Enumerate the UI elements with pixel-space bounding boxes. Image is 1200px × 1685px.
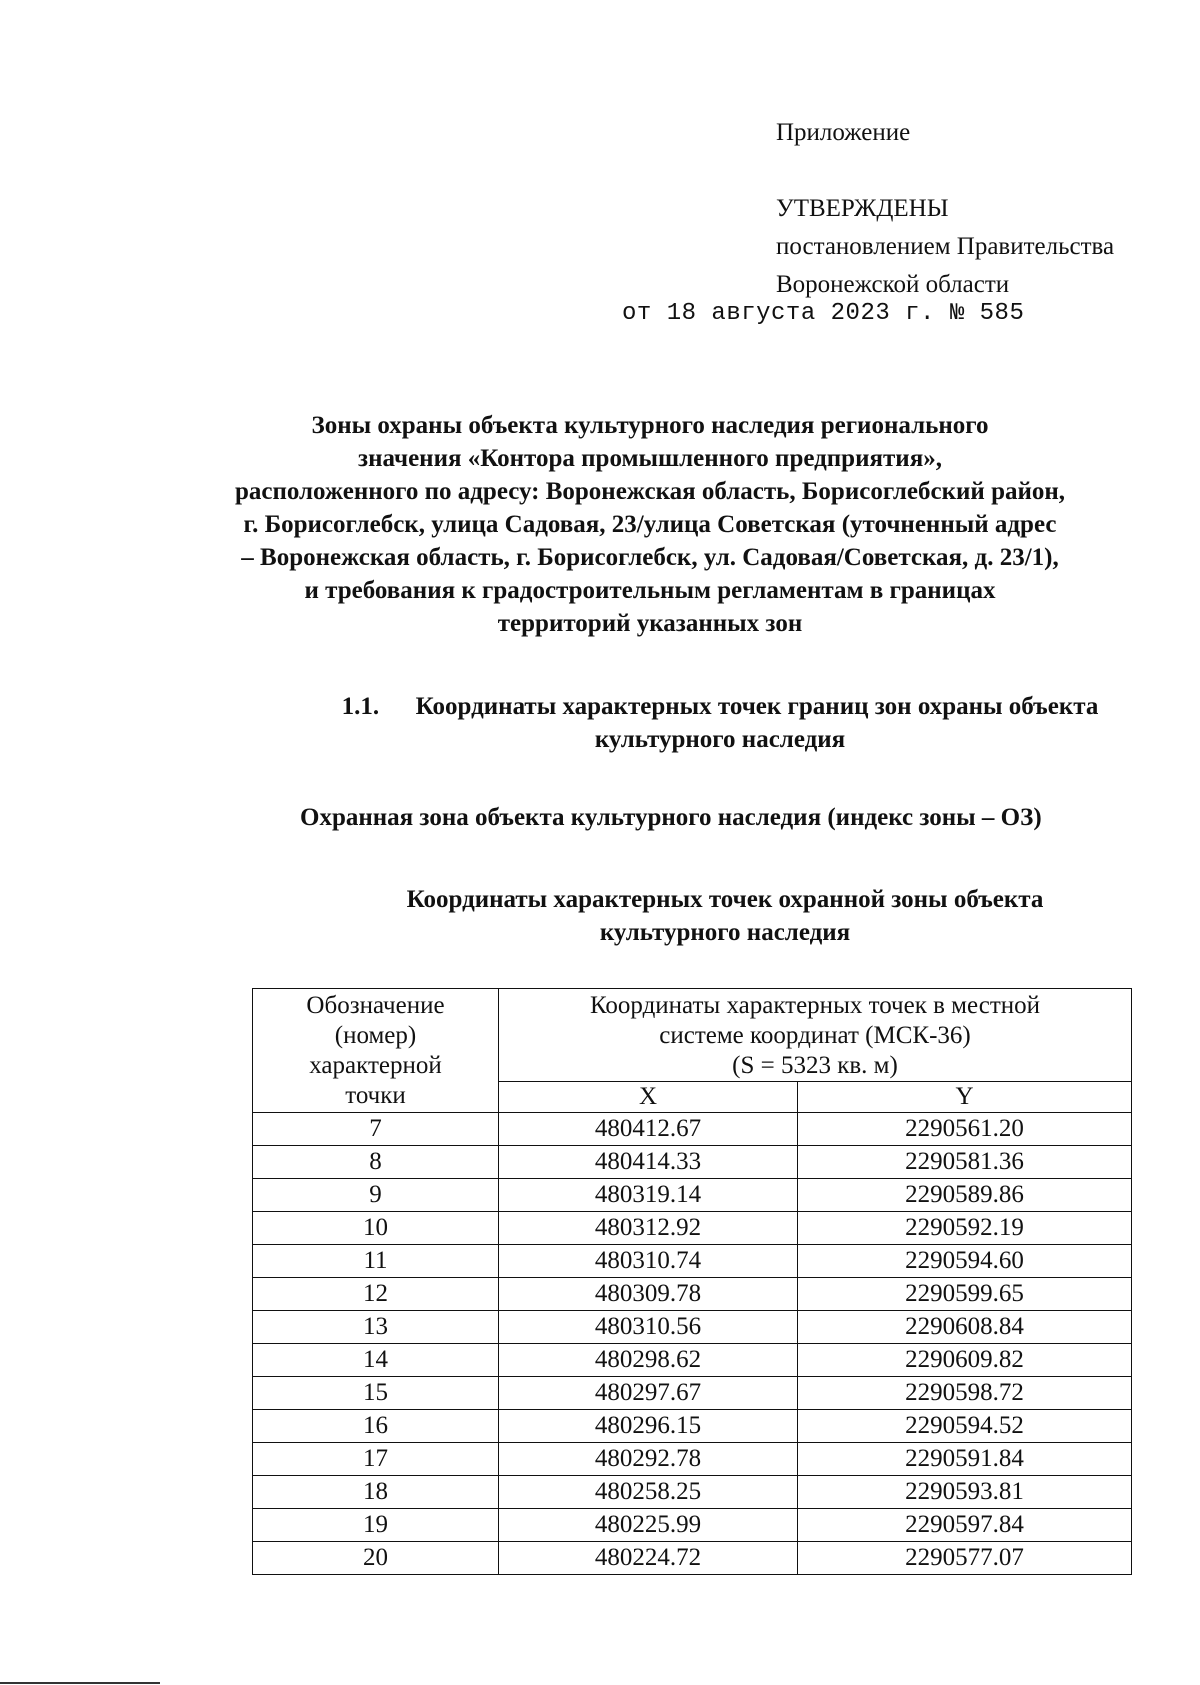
table-row (253, 1476, 1132, 1509)
y-coordinate-cell: 2290577.07 (798, 1542, 1132, 1575)
y-coordinate-cell: 2290608.84 (798, 1311, 1132, 1344)
table-row (253, 1179, 1132, 1212)
point-number-cell: 15 (253, 1377, 499, 1410)
header-coordinates: Координаты характерных точек в местной системе координат (МСК-36) (S = 5323 кв. м) (499, 989, 1132, 1082)
x-coordinate-cell: 480312.92 (499, 1212, 798, 1245)
title-line: г. Борисоглебск, улица Садовая, 23/улица Советская (уточненный адрес (243, 511, 1057, 538)
section-heading (270, 690, 1170, 756)
x-coordinate-cell: 480225.99 (499, 1509, 798, 1542)
title-line: значения «Контора промышленного предприятия», (358, 445, 942, 472)
table-caption (300, 883, 1150, 949)
x-coordinate-cell: 480258.25 (499, 1476, 798, 1509)
title-line: и требования к градостроительным регламентам в границах (304, 577, 996, 604)
point-number-cell: 8 (253, 1146, 499, 1179)
table-caption-line1: Координаты характерных точек охранной зоны объекта (406, 886, 1044, 913)
title-line: Зоны охраны объекта культурного наследия регионального (311, 412, 989, 439)
x-coordinate-cell: 480310.56 (499, 1311, 798, 1344)
point-number-cell: 19 (253, 1509, 499, 1542)
header-point-designation: Обозначение (номер) характерной точки (253, 989, 499, 1113)
table-row (253, 1542, 1132, 1575)
zone-heading: Охранная зона объекта культурного наследия (индекс зоны – ОЗ) (300, 804, 1042, 831)
table-row (253, 1443, 1132, 1476)
x-coordinate-cell: 480412.67 (499, 1113, 798, 1146)
point-number-cell: 11 (253, 1245, 499, 1278)
header-x: X (499, 1082, 798, 1113)
x-coordinate-cell: 480309.78 (499, 1278, 798, 1311)
table-row (253, 1146, 1132, 1179)
table-row (253, 1344, 1132, 1377)
y-coordinate-cell: 2290598.72 (798, 1377, 1132, 1410)
decree-date: от 18 августа 2023 г. № 585 (622, 300, 1025, 327)
point-number-cell: 20 (253, 1542, 499, 1575)
y-coordinate-cell: 2290593.81 (798, 1476, 1132, 1509)
point-number-cell: 16 (253, 1410, 499, 1443)
title-line: – Воронежская область, г. Борисоглебск, ул. Садовая/Советская, д. 23/1), (241, 544, 1059, 571)
table-row (253, 1509, 1132, 1542)
point-number-cell: 9 (253, 1179, 499, 1212)
x-coordinate-cell: 480414.33 (499, 1146, 798, 1179)
section-number: 1.1. (341, 693, 380, 720)
point-number-cell: 12 (253, 1278, 499, 1311)
approved-by-line2: Воронежской области (776, 271, 1010, 298)
y-coordinate-cell: 2290599.65 (798, 1278, 1132, 1311)
table-row (253, 1410, 1132, 1443)
approved-by-line1: постановлением Правительства (776, 233, 1115, 260)
title-line: территорий указанных зон (497, 610, 803, 637)
y-coordinate-cell: 2290561.20 (798, 1113, 1132, 1146)
point-number-cell: 10 (253, 1212, 499, 1245)
y-coordinate-cell: 2290589.86 (798, 1179, 1132, 1212)
y-coordinate-cell: 2290594.60 (798, 1245, 1132, 1278)
approved-label: УТВЕРЖДЕНЫ (776, 195, 949, 222)
appendix-label: Приложение (776, 119, 911, 146)
x-coordinate-cell: 480297.67 (499, 1377, 798, 1410)
x-coordinate-cell: 480296.15 (499, 1410, 798, 1443)
document-title (150, 409, 1150, 640)
table-row (253, 1212, 1132, 1245)
table-row (253, 1377, 1132, 1410)
point-number-cell: 7 (253, 1113, 499, 1146)
y-coordinate-cell: 2290594.52 (798, 1410, 1132, 1443)
y-coordinate-cell: 2290592.19 (798, 1212, 1132, 1245)
x-coordinate-cell: 480319.14 (499, 1179, 798, 1212)
y-coordinate-cell: 2290591.84 (798, 1443, 1132, 1476)
table-row (253, 1278, 1132, 1311)
title-line: расположенного по адресу: Воронежская область, Борисоглебский район, (234, 478, 1066, 505)
header-y: Y (798, 1082, 1132, 1113)
point-number-cell: 13 (253, 1311, 499, 1344)
approval-block (776, 114, 1114, 304)
point-number-cell: 17 (253, 1443, 499, 1476)
x-coordinate-cell: 480292.78 (499, 1443, 798, 1476)
x-coordinate-cell: 480298.62 (499, 1344, 798, 1377)
y-coordinate-cell: 2290581.36 (798, 1146, 1132, 1179)
y-coordinate-cell: 2290597.84 (798, 1509, 1132, 1542)
footer-rule (0, 1682, 160, 1684)
point-number-cell: 14 (253, 1344, 499, 1377)
section-title-line1: Координаты характерных точек границ зон охраны объекта (415, 693, 1099, 720)
table-row (253, 1245, 1132, 1278)
section-title-line2: культурного наследия (594, 726, 846, 753)
y-coordinate-cell: 2290609.82 (798, 1344, 1132, 1377)
point-number-cell: 18 (253, 1476, 499, 1509)
table-row (253, 1311, 1132, 1344)
table-caption-line2: культурного наследия (599, 919, 851, 946)
table-row (253, 1113, 1132, 1146)
coordinates-table (252, 988, 1132, 1575)
x-coordinate-cell: 480310.74 (499, 1245, 798, 1278)
x-coordinate-cell: 480224.72 (499, 1542, 798, 1575)
